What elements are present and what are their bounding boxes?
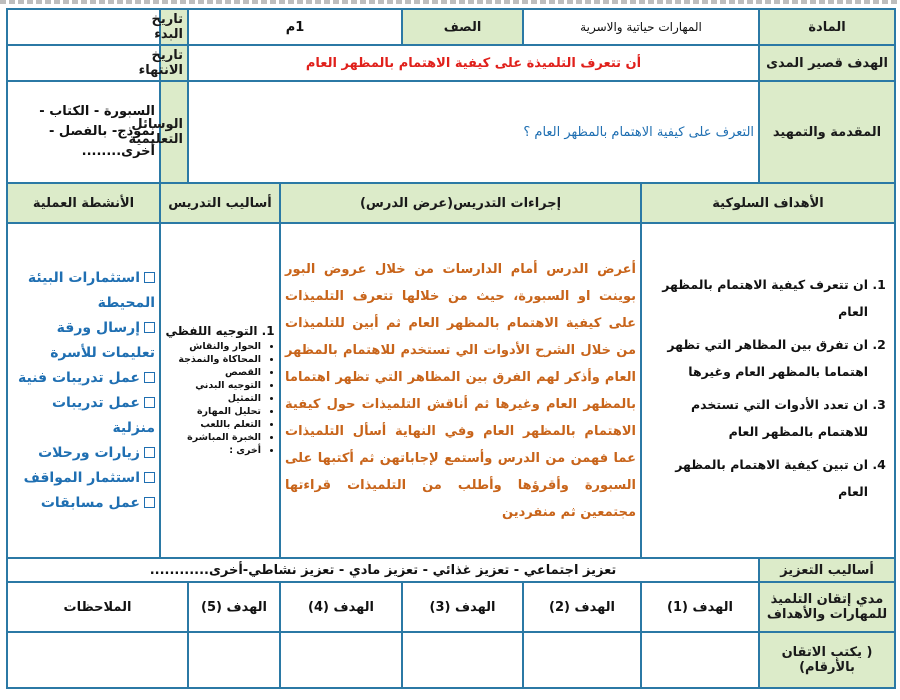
reinforcement-label: أساليب التعزيز — [759, 558, 895, 582]
subject-label: المادة — [759, 9, 895, 45]
reinforcement-row — [7, 558, 895, 582]
checkbox-icon[interactable] — [144, 447, 155, 458]
activity-item[interactable]: عمل تدريبات فنية — [12, 366, 155, 391]
intro-label: المقدمة والتمهيد — [759, 81, 895, 183]
mastery-header-row — [7, 582, 895, 632]
goal-2-value[interactable] — [523, 632, 641, 688]
goal-3-header: الهدف (3) — [402, 582, 523, 632]
goal-label: الهدف قصير المدى — [759, 45, 895, 81]
method-item: • تحليل المهارة — [165, 405, 261, 418]
activity-item[interactable]: عمل تدريبات منزلية — [51, 394, 155, 436]
objectives-header: الأهداف السلوكية — [641, 183, 895, 223]
checkbox-icon[interactable] — [144, 372, 155, 383]
header-row-2 — [7, 45, 895, 81]
procedures-header: إجراءات التدريس(عرض الدرس) — [280, 183, 641, 223]
goal-3-value[interactable] — [402, 632, 523, 688]
top-dotted-border — [0, 0, 900, 4]
objective-item: 1. ان تتعرف كيفية الاهتمام بالمظهر العام — [652, 271, 868, 325]
header-row-1 — [7, 9, 895, 45]
activity-item[interactable]: إرسال ورقة تعليمات للأسرة — [50, 319, 155, 361]
end-date-value[interactable] — [7, 45, 160, 81]
method-item: • التوجيه البدني — [165, 379, 261, 392]
activity-item[interactable]: عمل مسابقات — [12, 491, 155, 516]
subject-value[interactable]: المهارات حياتية والاسرية — [523, 9, 759, 45]
method-item: • المحاكاة والنمذجة — [165, 353, 261, 366]
objectives-cell[interactable] — [641, 223, 895, 558]
methods-cell[interactable] — [160, 223, 280, 558]
start-date-value[interactable] — [7, 9, 160, 45]
goal-4-header: الهدف (4) — [280, 582, 402, 632]
method-item: • التعلم باللعب — [165, 418, 261, 431]
objectives-list — [646, 271, 890, 505]
objective-item: 2. ان تفرق بين المظاهر التي تظهر اهتماما بالمظهر العام وغيرها — [652, 331, 868, 385]
goal-5-value[interactable] — [188, 632, 280, 688]
intro-text[interactable]: التعرف على كيفية الاهتمام بالمظهر العام ؟ — [188, 81, 759, 183]
activity-item[interactable]: زيارات ورحلات — [12, 441, 155, 466]
start-date-label: تاريخ البدء — [160, 9, 188, 45]
activity-item[interactable]: استثمارات البيئة المحيطة — [27, 269, 155, 311]
method-item: • أخرى : — [165, 444, 261, 457]
objective-item: 3. ان تعدد الأدوات التي تستخدم للاهتمام بالمظهر العام — [652, 391, 868, 445]
mastery-values-row — [7, 632, 895, 688]
goal-2-header: الهدف (2) — [523, 582, 641, 632]
mastery-note-label: ( يكتب الاتقان بالأرقام) — [759, 632, 895, 688]
mastery-label: مدي إتقان التلميذ للمهارات والأهداف — [759, 582, 895, 632]
intro-row — [7, 81, 895, 183]
checkbox-icon[interactable] — [144, 497, 155, 508]
goal-1-header: الهدف (1) — [641, 582, 759, 632]
method-first: 1. التوجيه اللفظي — [165, 324, 275, 338]
procedure-text[interactable]: أعرض الدرس أمام الدارسات من خلال عروض البور بوينت او السبورة، حيث من خلالها تتعرف التلميذات على كيفية الاهتمام بالمظهر العام ثم أبين للتلميذات من خلال الشرح الأدوات الي تستخدم للاهتمام بالمظهر العام وأذكر لهم الفرق بين المظاهر التي تظهر اهتماما بالمظهر العام وغيرها ثم أناقش التلميذات حول كيفية الاهتمام بالمظهر العام وفي النهاية أسأل التلميذات عما فهمن من الدرس وأستمع لإجاباتهن ثم أكتبها على السبورة وأقرؤها وأطلب من التلميذات قراءتها مجتمعين ثم منفردين — [280, 223, 641, 558]
class-value[interactable]: 1م — [188, 9, 402, 45]
activities-cell — [7, 223, 160, 558]
method-item: • القصص — [165, 366, 261, 379]
checkbox-icon[interactable] — [144, 472, 155, 483]
tools-label: الوسائل التعليمية — [160, 81, 188, 183]
activities-header: الأنشطة العملية — [7, 183, 160, 223]
lesson-plan-table — [6, 8, 896, 689]
method-item: • التمثيل — [165, 392, 261, 405]
goal-1-value[interactable] — [641, 632, 759, 688]
notes-value[interactable] — [7, 632, 188, 688]
notes-header: الملاحظات — [7, 582, 188, 632]
columns-header-row — [7, 183, 895, 223]
checkbox-icon[interactable] — [144, 397, 155, 408]
objective-item: 4. ان تبين كيفية الاهتمام بالمظهر العام — [652, 451, 868, 505]
goal-5-header: الهدف (5) — [188, 582, 280, 632]
method-item: • الحوار والنقاش — [165, 340, 261, 353]
body-row — [7, 223, 895, 558]
goal-4-value[interactable] — [280, 632, 402, 688]
end-date-label: تاريخ الانتهاء — [160, 45, 188, 81]
reinforcement-text[interactable]: تعزيز اجتماعي - تعزيز غذائي - تعزيز مادي - تعزيز نشاطي-أخرى............ — [7, 558, 759, 582]
checkbox-icon[interactable] — [144, 272, 155, 283]
goal-value[interactable]: أن تتعرف التلميذة على كيفية الاهتمام بالمظهر العام — [188, 45, 759, 81]
methods-list — [165, 340, 275, 457]
methods-header: أساليب التدريس — [160, 183, 280, 223]
activity-item[interactable]: استثمار المواقف — [12, 466, 155, 491]
tools-value[interactable]: السبورة - الكتاب - نموذج- بالفصل - أخرى........ — [7, 81, 160, 183]
method-item: • الخبرة المباشرة — [165, 431, 261, 444]
class-label: الصف — [402, 9, 523, 45]
checkbox-icon[interactable] — [144, 322, 155, 333]
